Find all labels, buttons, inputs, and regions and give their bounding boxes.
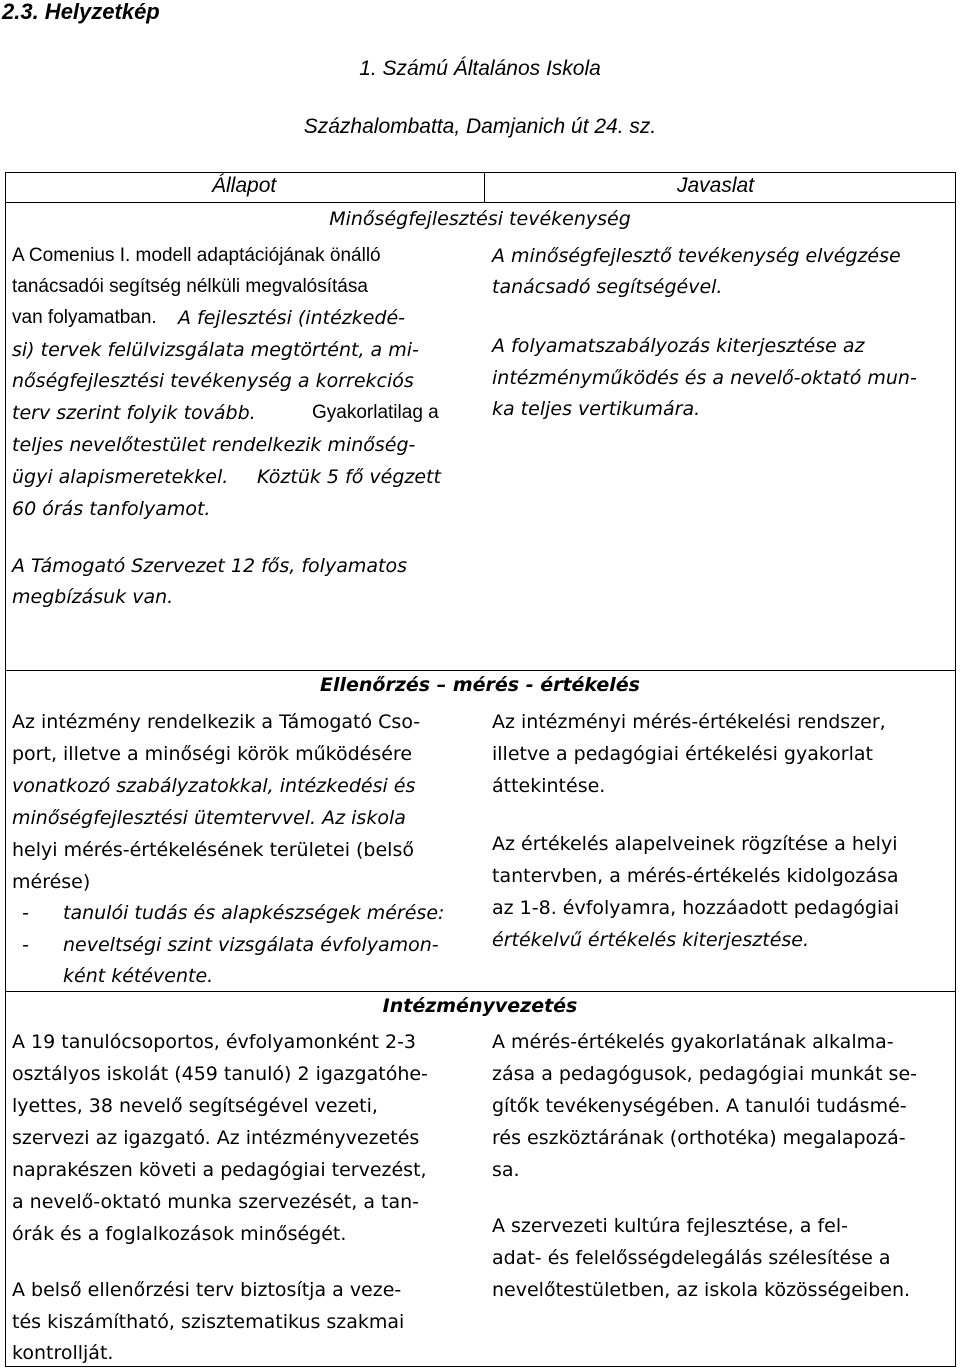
col-header-allapot: Állapot bbox=[212, 174, 277, 197]
col-header-javaslat: Javaslat bbox=[677, 174, 755, 197]
s1-left-line-3b: A fejlesztési (intézkedé- bbox=[178, 307, 406, 329]
s1-left-line-6b: Gyakorlatilag a bbox=[312, 402, 439, 423]
s3-left-line-5: naprakészen követi a pedagógiai tervezést, bbox=[12, 1159, 427, 1181]
header-divider bbox=[484, 172, 485, 202]
s1-right-p2-line-1: A folyamatszabályozás kiterjesztése az bbox=[492, 335, 865, 357]
s1-right-p1-line-2: tanácsadó segítségével. bbox=[492, 276, 723, 298]
table-right-border bbox=[955, 172, 956, 1367]
s3-right-p1-line-5: sa. bbox=[492, 1159, 520, 1181]
s1-left-line-7: teljes nevelőtestület rendelkezik minőség- bbox=[12, 434, 416, 456]
s2-right-p1-line-3: áttekintése. bbox=[492, 775, 606, 797]
s1-left-line-8a: ügyi alapismeretekkel. bbox=[12, 466, 229, 488]
table-left-border bbox=[5, 172, 6, 1367]
s3-left-p2-line-1: A belső ellenőrzési terv biztosítja a veze- bbox=[12, 1279, 402, 1301]
bullet-tudas: tanulói tudás és alapkészségek mérése: bbox=[63, 902, 445, 924]
s3-left-p2-line-2: tés kiszámítható, szisztematikus szakmai bbox=[12, 1311, 405, 1333]
s3-left-line-4: szervezi az igazgató. Az intézményvezetés bbox=[12, 1127, 420, 1149]
s1-right-p2-line-2: intézményműködés és a nevelő-oktató mun- bbox=[492, 367, 917, 389]
s3-right-p1-line-1: A mérés-értékelés gyakorlatának alkalma- bbox=[492, 1031, 894, 1053]
s2-right-p2-line-1: Az értékelés alapelveinek rögzítése a helyi bbox=[492, 833, 898, 855]
s2-right-p2-line-2: tantervben, a mérés-értékelés kidolgozása bbox=[492, 865, 899, 887]
table-top-border bbox=[5, 172, 956, 173]
s2-left-line-1: Az intézmény rendelkezik a Támogató Cso- bbox=[12, 711, 421, 733]
s3-left-line-2: osztályos iskolát (459 tanuló) 2 igazgatóhe- bbox=[12, 1063, 428, 1085]
bullet-continuation: ként kétévente. bbox=[63, 965, 214, 987]
s3-right-p2-line-2: adat- és felelősségdelegálás szélesítése a bbox=[492, 1247, 891, 1269]
bullet-neveltseg: neveltségi szint vizsgálata évfolyamon- bbox=[63, 934, 439, 956]
s1-left-p2-line-1: A Támogató Szervezet 12 fős, folyamatos bbox=[12, 555, 407, 577]
s1-left-line-2: tanácsadói segítség nélküli megvalósítása bbox=[12, 276, 368, 297]
section2-top-border bbox=[5, 670, 956, 671]
s1-left-line-3a: van folyamatban. bbox=[12, 307, 157, 328]
section-heading: 2.3. Helyzetkép bbox=[2, 0, 160, 24]
s3-left-p2-line-3: kontrollját. bbox=[12, 1342, 114, 1364]
bullet-dash-2: - bbox=[22, 934, 29, 956]
school-address: Százhalombatta, Damjanich út 24. sz. bbox=[303, 115, 657, 138]
header-bottom-border bbox=[5, 202, 956, 203]
s2-left-line-6: mérése) bbox=[12, 871, 91, 893]
s1-left-line-6a: terv szerint folyik tovább. bbox=[12, 402, 256, 424]
s1-left-line-9: 60 órás tanfolyamot. bbox=[12, 498, 211, 520]
s2-left-line-5: helyi mérés-értékelésének területei (belső bbox=[12, 839, 414, 861]
s1-right-p2-line-3: ka teljes vertikumára. bbox=[492, 398, 701, 420]
s2-right-p1-line-2: illetve a pedagógiai értékelési gyakorlat bbox=[492, 743, 873, 765]
s1-right-p1-line-1: A minőségfejlesztő tevékenység elvégzése bbox=[492, 245, 901, 267]
s3-left-line-6: a nevelő-oktató munka szervezését, a tan- bbox=[12, 1191, 419, 1213]
s2-right-p2-line-3: az 1-8. évfolyamra, hozzáadott pedagógiai bbox=[492, 897, 900, 919]
table-bottom-border bbox=[5, 1366, 956, 1367]
s3-right-p2-line-1: A szervezeti kultúra fejlesztése, a fel- bbox=[492, 1215, 848, 1237]
s1-left-line-5: nőségfejlesztési tevékenység a korrekciós bbox=[12, 370, 414, 392]
s2-left-line-2: port, illetve a minőségi körök működésére bbox=[12, 743, 413, 765]
s3-left-line-1: A 19 tanulócsoportos, évfolyamonként 2-3 bbox=[12, 1031, 417, 1053]
s3-right-p2-line-3: nevelőtestületben, az iskola közösségeiben. bbox=[492, 1279, 911, 1301]
s3-right-p1-line-4: rés eszköztárának (orthotéka) megalapozá- bbox=[492, 1127, 906, 1149]
s1-left-p2-line-2: megbízásuk van. bbox=[12, 586, 174, 608]
s1-left-line-4: si) tervek felülvizsgálata megtörtént, a mi- bbox=[12, 339, 419, 361]
s3-right-p1-line-2: zása a pedagógusok, pedagógiai munkát se- bbox=[492, 1063, 918, 1085]
section-title-minosegfejlesztes: Minőségfejlesztési tevékenység bbox=[329, 208, 631, 230]
s2-left-line-4: minőségfejlesztési ütemtervvel. Az iskola bbox=[12, 807, 406, 829]
section-title-ellenorzes: Ellenőrzés – mérés - értékelés bbox=[320, 674, 640, 696]
s2-right-p1-line-1: Az intézményi mérés-értékelési rendszer, bbox=[492, 711, 886, 733]
s3-left-line-3: lyettes, 38 nevelő segítségével vezeti, bbox=[12, 1095, 378, 1117]
s1-left-line-8b: Köztük 5 fő végzett bbox=[257, 466, 441, 488]
s2-left-line-3: vonatkozó szabályzatokkal, intézkedési és bbox=[12, 775, 416, 797]
school-name: 1. Számú Általános Iskola bbox=[359, 57, 601, 80]
s1-left-line-1: A Comenius I. modell adaptációjának önálló bbox=[12, 245, 381, 266]
bullet-dash-1: - bbox=[22, 902, 29, 924]
section-title-intezmenyvezetes: Intézményvezetés bbox=[382, 995, 578, 1017]
s3-left-line-7: órák és a foglalkozások minőségét. bbox=[12, 1223, 347, 1245]
s3-right-p1-line-3: gítők tevékenységében. A tanulói tudásmé- bbox=[492, 1095, 907, 1117]
s2-right-p2-line-4: értékelvű értékelés kiterjesztése. bbox=[492, 929, 810, 951]
